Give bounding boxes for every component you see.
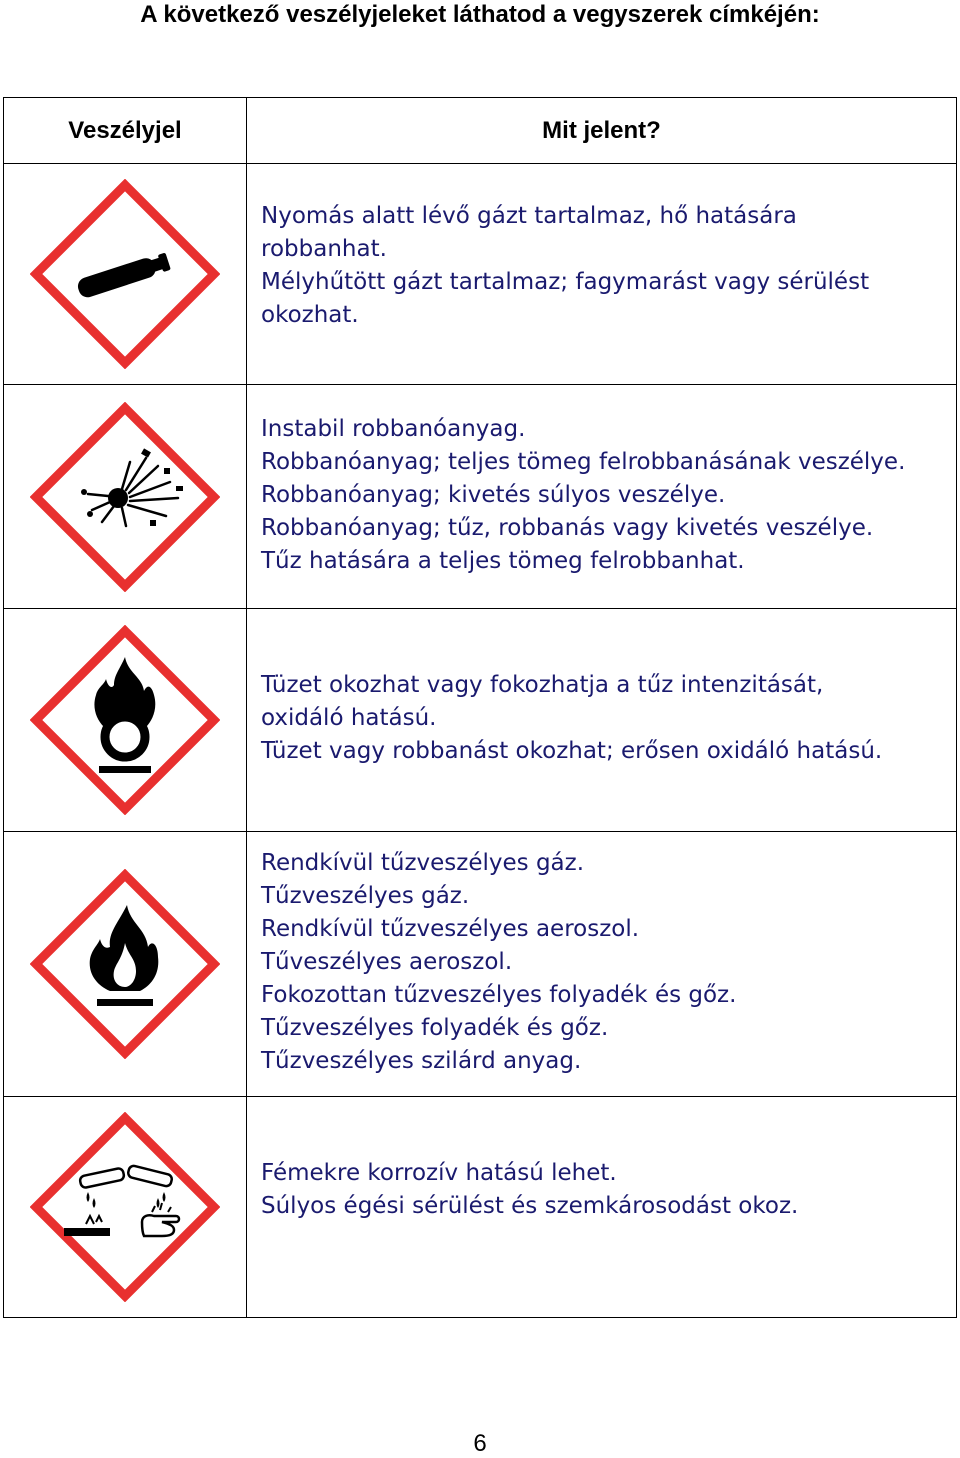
sign-cell [4, 164, 247, 385]
description-line: Rendkívül tűzveszélyes aeroszol. [261, 916, 640, 942]
description-line: Robbanóanyag; teljes tömeg felrobbanásának veszélye. [261, 449, 906, 475]
page-heading: A következő veszélyjeleket láthatod a vegyszerek címkéjén: [140, 1, 820, 28]
sign-cell [4, 609, 247, 832]
description-line: okozhat. [261, 302, 359, 328]
description-line: Robbanóanyag; kivetés súlyos veszélye. [261, 482, 726, 508]
header-sign: Veszélyjel [4, 98, 247, 164]
description-cell [247, 1097, 957, 1318]
table-row [4, 832, 957, 1097]
table-row [4, 1097, 957, 1318]
description-line: Mélyhűtött gázt tartalmaz; fagymarást vagy sérülést [261, 269, 870, 295]
table-row [4, 385, 957, 609]
description-line: Súlyos égési sérülést és szemkárosodást okoz. [261, 1193, 799, 1219]
description-line: Fokozottan tűzveszélyes folyadék és gőz. [261, 982, 737, 1008]
description-line: Robbanóanyag; tűz, robbanás vagy kivetés veszélye. [261, 515, 874, 541]
description-line: Tüzet vagy robbanást okozhat; erősen oxidáló hatású. [261, 738, 883, 764]
description-cell [247, 609, 957, 832]
description-cell [247, 832, 957, 1097]
table-header-row [4, 98, 957, 164]
flame-over-circle-icon [30, 625, 220, 815]
description-line: Instabil robbanóanyag. [261, 416, 526, 442]
description-line: Tűveszélyes aeroszol. [261, 949, 513, 975]
description-line: Rendkívül tűzveszélyes gáz. [261, 850, 585, 876]
description-line: Nyomás alatt lévő gázt tartalmaz, hő hatására [261, 203, 797, 229]
description-line: oxidáló hatású. [261, 705, 437, 731]
description-line: Tűzveszélyes folyadék és gőz. [261, 1015, 609, 1041]
flame-icon [30, 869, 220, 1059]
description-line: robbanhat. [261, 236, 387, 262]
table-row [4, 164, 957, 385]
corrosion-icon [30, 1112, 220, 1302]
exploding-bomb-icon [30, 402, 220, 592]
description-line: Tűzveszélyes gáz. [261, 883, 470, 909]
header-meaning: Mit jelent? [247, 98, 957, 164]
description-line: Fémekre korrozív hatású lehet. [261, 1160, 617, 1186]
gas-cylinder-icon [30, 179, 220, 369]
description-line: Tűzveszélyes szilárd anyag. [261, 1048, 582, 1074]
hazard-table [3, 97, 957, 1318]
table-row [4, 609, 957, 832]
description-line: Tűz hatására a teljes tömeg felrobbanhat. [261, 548, 745, 574]
page-number: 6 [473, 1430, 487, 1457]
description-cell [247, 164, 957, 385]
description-cell [247, 385, 957, 609]
sign-cell [4, 1097, 247, 1318]
description-line: Tüzet okozhat vagy fokozhatja a tűz intenzitását, [261, 672, 824, 698]
sign-cell [4, 385, 247, 609]
sign-cell [4, 832, 247, 1097]
